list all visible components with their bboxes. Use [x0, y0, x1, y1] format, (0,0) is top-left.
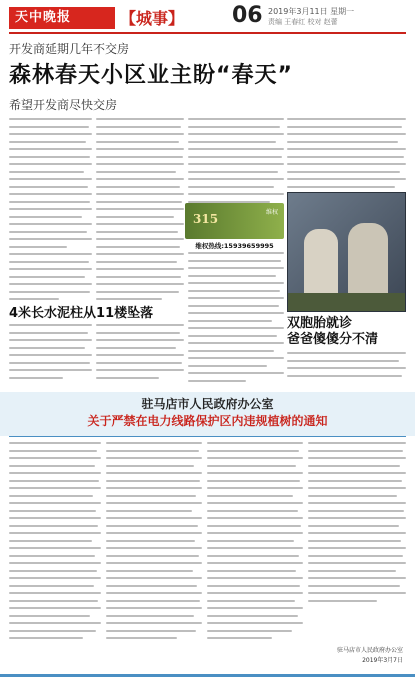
- ad-phone: 维权热线:15939659995: [195, 242, 274, 250]
- ad-logo: 315: [193, 212, 219, 226]
- second-story-headline: 4米长水泥柱从11楼坠落: [9, 306, 154, 321]
- side-headline-line1: 双胞胎就诊: [287, 316, 353, 331]
- notice-title: 驻马店市人民政府办公室: [141, 397, 274, 411]
- signature-date: 2019年3月7日: [362, 657, 403, 664]
- text-lines: [188, 118, 284, 203]
- second-column-2: [96, 324, 184, 384]
- photo-ground: [288, 293, 405, 311]
- notice-rule: [9, 436, 406, 437]
- section-title: 【城事】: [120, 9, 185, 28]
- child-figure: [348, 223, 388, 301]
- ad-tag: 维权: [265, 209, 278, 216]
- lead-column-1: [9, 118, 92, 306]
- text-lines: [9, 442, 101, 639]
- lead-headline: 森林春天小区业主盼“春天”: [9, 63, 293, 88]
- text-lines: [9, 118, 92, 300]
- side-story-headline: [287, 316, 378, 348]
- notice-subtitle: 关于严禁在电力线路保护区内违规植树的通知: [87, 414, 328, 428]
- notice-column-2: [106, 442, 202, 645]
- lead-column-3b: [188, 252, 284, 387]
- text-lines: [287, 118, 406, 203]
- brand-logo: 天中晚报: [9, 7, 115, 29]
- signature-org: 驻马店市人民政府办公室: [336, 647, 403, 654]
- notice-column-1: [9, 442, 101, 645]
- ad-banner[interactable]: [185, 203, 284, 239]
- editor-line: 责编 王春红 校对 赵蕾: [268, 18, 338, 26]
- text-lines: [9, 324, 92, 379]
- text-lines: [207, 442, 303, 639]
- date-info: [268, 6, 354, 28]
- notice-signature: [337, 646, 403, 666]
- second-column-1: [9, 324, 92, 384]
- text-lines: [188, 252, 284, 382]
- lead-deck: 希望开发商尽快交房: [9, 98, 118, 112]
- lead-column-3: [188, 118, 284, 208]
- masthead-rule: [9, 32, 406, 34]
- text-lines: [96, 324, 184, 379]
- date-line: 2019年3月11日 星期一: [268, 7, 355, 16]
- lead-column-2: [96, 118, 184, 306]
- text-lines: [96, 118, 184, 300]
- side-story-body: [287, 352, 406, 382]
- text-lines: [106, 442, 202, 639]
- side-story-photo: [287, 192, 406, 312]
- text-lines: [287, 352, 406, 377]
- lead-kicker: 开发商延期几年不交房: [9, 42, 130, 56]
- child-figure: [304, 229, 338, 299]
- notice-column-3: [207, 442, 303, 645]
- side-headline-line2: 爸爸傻傻分不清: [287, 332, 379, 347]
- notice-column-4: [308, 442, 406, 607]
- page-number: 06: [232, 3, 263, 28]
- text-lines: [308, 442, 406, 602]
